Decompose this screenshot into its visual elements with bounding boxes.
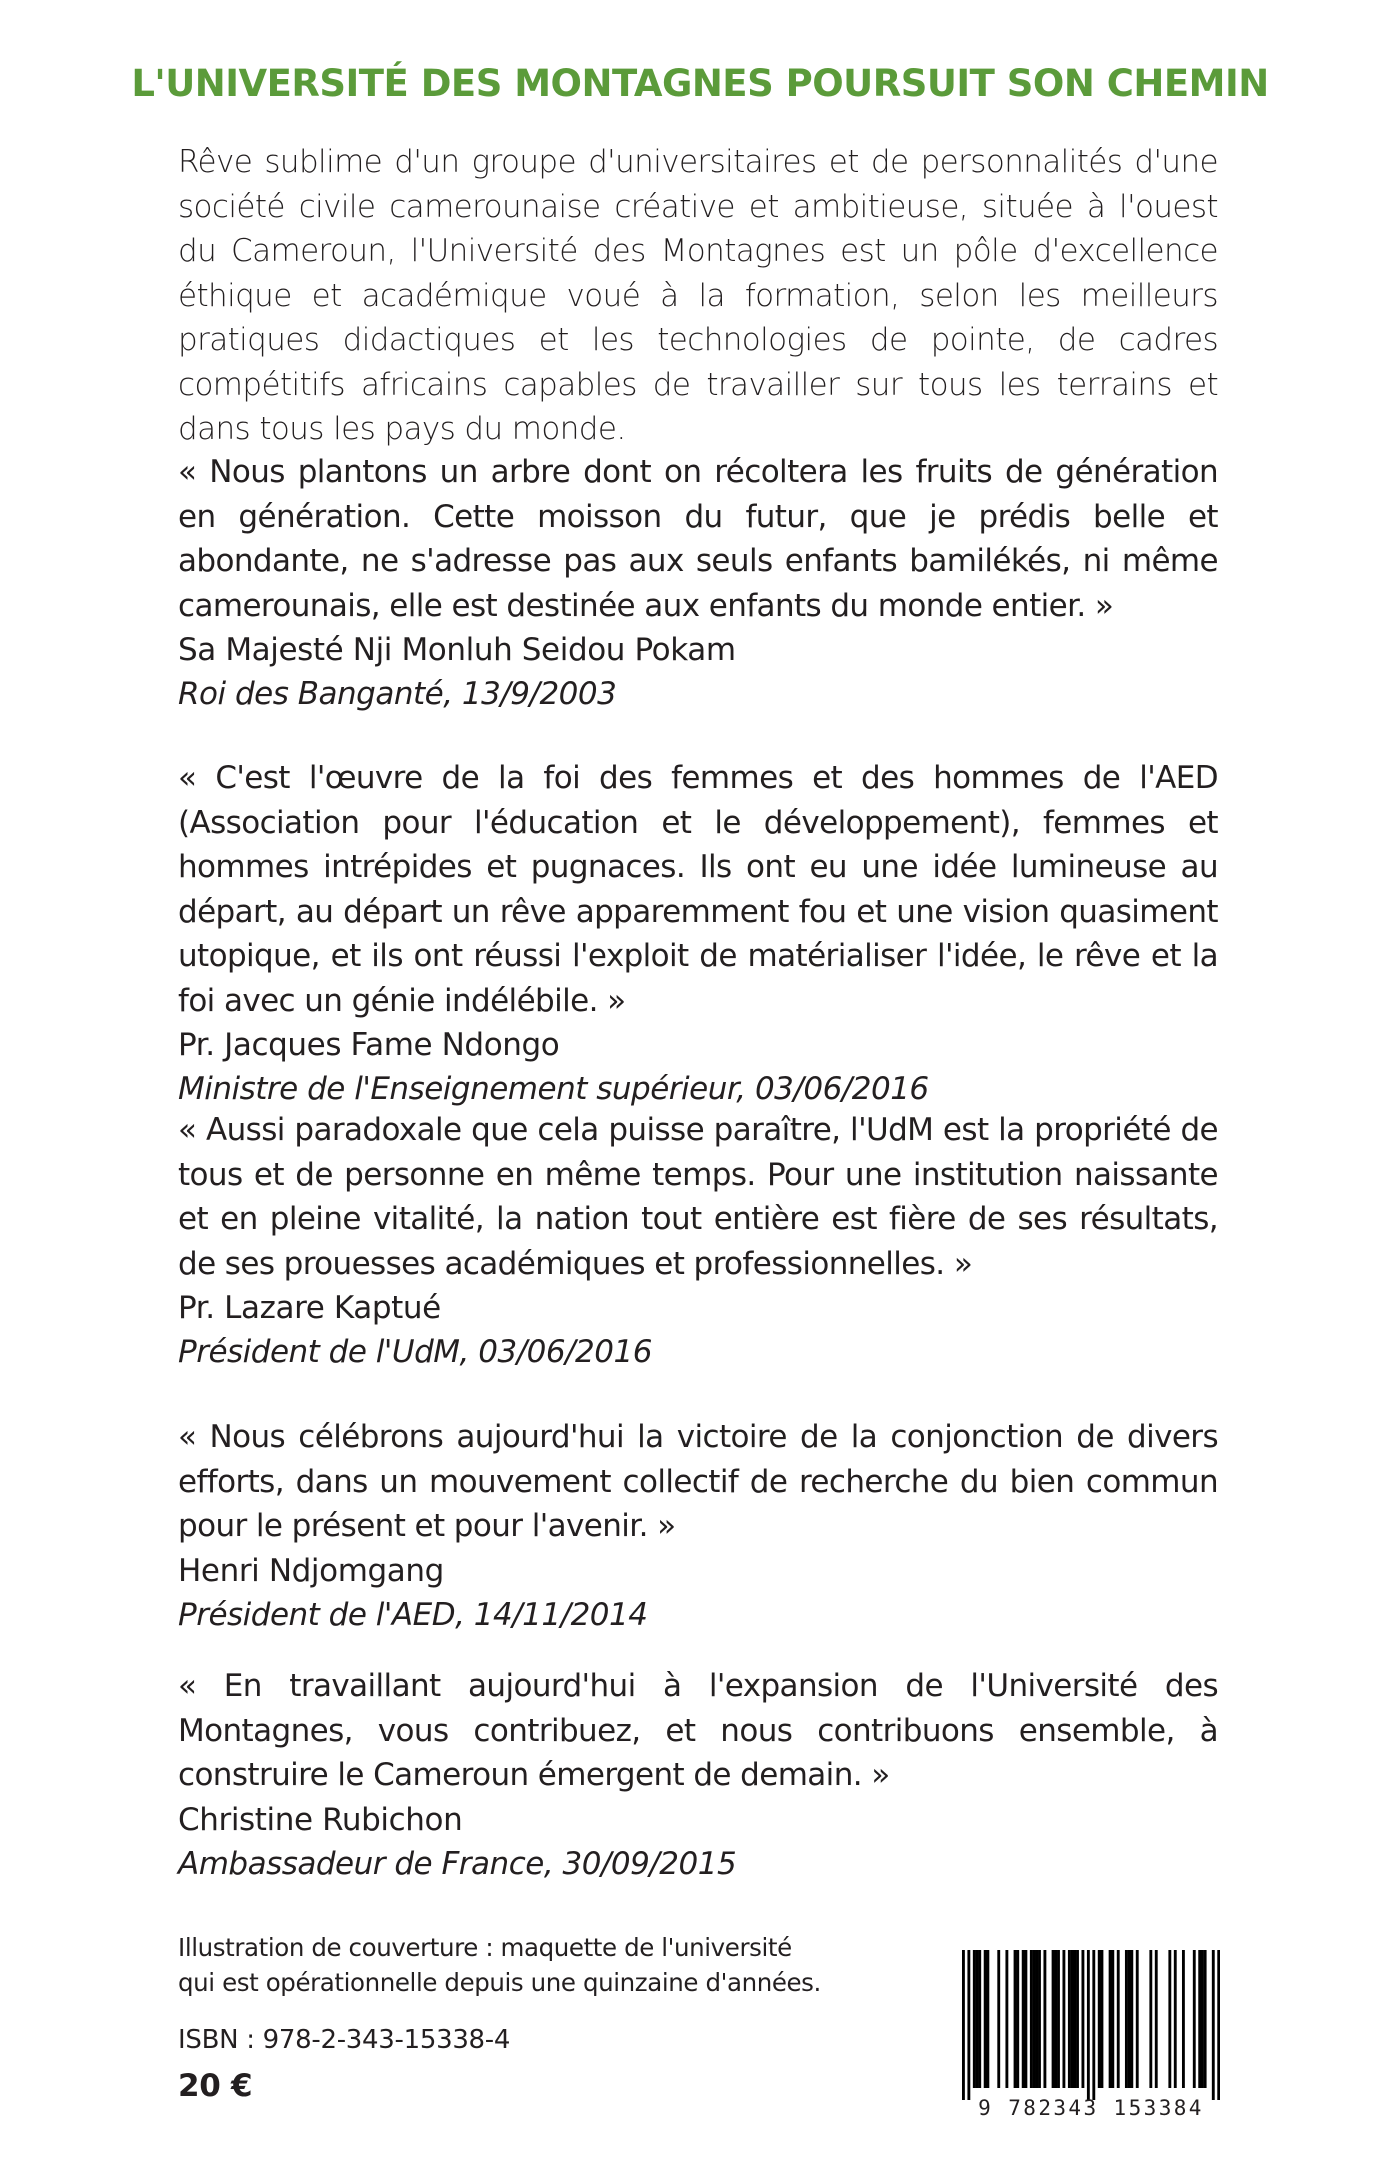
page-title: L'UNIVERSITÉ DES MONTAGNES POURSUIT SON CHEMIN (131, 62, 1269, 105)
barcode-digits: 9 782343 153384 (978, 2096, 1204, 2120)
barcode-bar (1168, 1950, 1171, 2088)
barcode-bar (1071, 1950, 1074, 2088)
barcode-bar (962, 1950, 965, 2100)
barcode-bar (1201, 1950, 1204, 2088)
cover-illustration-credit (178, 1930, 878, 2000)
barcode-bar (1101, 1950, 1104, 2088)
barcode-bar (1022, 1950, 1025, 2088)
credit-line: Illustration de couverture : maquette de l'université (178, 1933, 792, 1962)
barcode-bar (1111, 1950, 1114, 2088)
isbn: ISBN : 978-2-343-15338-4 (178, 2025, 511, 2055)
barcode-bar (1005, 1950, 1008, 2088)
barcode-bar (1174, 1950, 1177, 2088)
barcode-bar (1130, 1950, 1133, 2088)
quote-text: « C'est l'œuvre de la foi des femmes et des hommes de l'AED (Association pour l'éducation et le développement), femmes et hommes intrépides et pugnaces. Ils ont eu une idée lumineuse au départ, au départ un rêve apparemment fou et une vision quasiment utopique, et ils ont réussi l'exploit de matérialiser l'idée, le rêve et la foi avec un génie indélébile. » (178, 760, 1218, 1019)
credit-line: qui est opérationnelle depuis une quinzaine d'années. (178, 1968, 821, 1997)
barcode-bar (997, 1950, 1000, 2088)
barcode-bar (1030, 1950, 1033, 2088)
quote-block-3 (178, 1108, 1218, 1374)
barcode-bar (1136, 1950, 1139, 2088)
barcode-bar (1038, 1950, 1041, 2088)
barcode-bar (1087, 1950, 1090, 2100)
barcode-bar (1098, 1950, 1101, 2088)
barcode-bar (1092, 1950, 1095, 2100)
quote-author: Pr. Jacques Fame Ndongo (178, 1027, 560, 1063)
barcode-bar (1149, 1950, 1152, 2088)
quote-role: Roi des Banganté, 13/9/2003 (178, 676, 617, 712)
quote-author: Sa Majesté Nji Monluh Seidou Pokam (178, 632, 736, 668)
barcode-graphic (962, 1950, 1220, 2100)
quote-author: Christine Rubichon (178, 1801, 463, 1838)
quote-role: Ministre de l'Enseignement supérieur, 03/06/2016 (178, 1071, 929, 1107)
barcode-bar (1081, 1950, 1084, 2088)
price: 20 € (178, 2068, 253, 2104)
barcode-bar (1217, 1950, 1220, 2100)
barcode-bar (973, 1950, 976, 2088)
quote-block-4 (178, 1415, 1218, 1637)
quote-author: Henri Ndjomgang (178, 1552, 444, 1589)
barcode-bar (1193, 1950, 1196, 2088)
barcode-bar (978, 1950, 981, 2088)
quote-role: Président de l'UdM, 03/06/2016 (178, 1334, 652, 1370)
barcode-bar (1016, 1950, 1019, 2088)
quote-role: Président de l'AED, 14/11/2014 (178, 1596, 648, 1633)
barcode-bar (984, 1950, 987, 2088)
quote-author: Pr. Lazare Kaptué (178, 1290, 441, 1326)
barcode-bar (1035, 1950, 1038, 2088)
quote-text: « En travaillant aujourd'hui à l'expansion de l'Université des Montagnes, vous contribuez, et nous contribuons ensemble, à construire le Cameroun émergent de demain. » (178, 1668, 1218, 1793)
barcode-bar (1128, 1950, 1131, 2088)
barcode-bar (1117, 1950, 1120, 2088)
barcode-bar (1182, 1950, 1185, 2088)
quote-block-5 (178, 1664, 1218, 1886)
barcode-bar (1076, 1950, 1079, 2088)
quote-text: « Aussi paradoxale que cela puisse paraître, l'UdM est la propriété de tous et de personne en même temps. Pour une institution naissante et en pleine vitalité, la nation tout entière est fière de ses résultats, de ses prouesses académiques et professionnelles. » (178, 1112, 1218, 1282)
barcode-bar (1024, 1950, 1027, 2088)
barcode-bar (1014, 1950, 1017, 2088)
barcode-bar (1057, 1950, 1060, 2088)
barcode-bar (1212, 1950, 1215, 2100)
intro-paragraph: Rêve sublime d'un groupe d'universitaires et de personnalités d'une société civile camerounaise créative et ambitieuse, située à l'ouest du Cameroun, l'Université des Montagnes est un pôle d'excellence éthique et académique voué à la formation, selon les meilleurs pratiques didactiques et les technologies de pointe, de cadres compétitifs africains capables de travailler sur tous les terrains et dans tous les pays du monde. (178, 144, 1218, 447)
quote-role: Ambassadeur de France, 30/09/2015 (178, 1845, 737, 1882)
barcode-bar (1109, 1950, 1112, 2088)
barcode-bar (1033, 1950, 1036, 2088)
barcode-bar (1155, 1950, 1158, 2088)
quote-block-1 (178, 450, 1218, 716)
barcode-bar (986, 1950, 989, 2088)
barcode-bar (1043, 1950, 1046, 2088)
quote-text: « Nous plantons un arbre dont on récoltera les fruits de génération en génération. Cette moisson du futur, que je prédis belle et abondante, ne s'adresse pas aux seuls enfants bamilékés, ni même camerounais, elle est destinée aux enfants du monde entier. » (178, 454, 1218, 624)
quote-block-2 (178, 756, 1218, 1111)
barcode-bar (1125, 1950, 1128, 2088)
barcode-bar (1068, 1950, 1071, 2088)
barcode-bar (1204, 1950, 1207, 2088)
barcode-bar (1062, 1950, 1065, 2088)
quote-text: « Nous célébrons aujourd'hui la victoire de la conjonction de divers efforts, dans un mouvement collectif de recherche du bien commun pour le présent et pour l'avenir. » (178, 1419, 1218, 1544)
barcode-bar (967, 1950, 970, 2100)
barcode-bar (1198, 1950, 1201, 2088)
barcode-bar (1054, 1950, 1057, 2088)
barcode-bar (976, 1950, 979, 2088)
barcode-bar (1052, 1950, 1055, 2088)
barcode-bar (1073, 1950, 1076, 2088)
